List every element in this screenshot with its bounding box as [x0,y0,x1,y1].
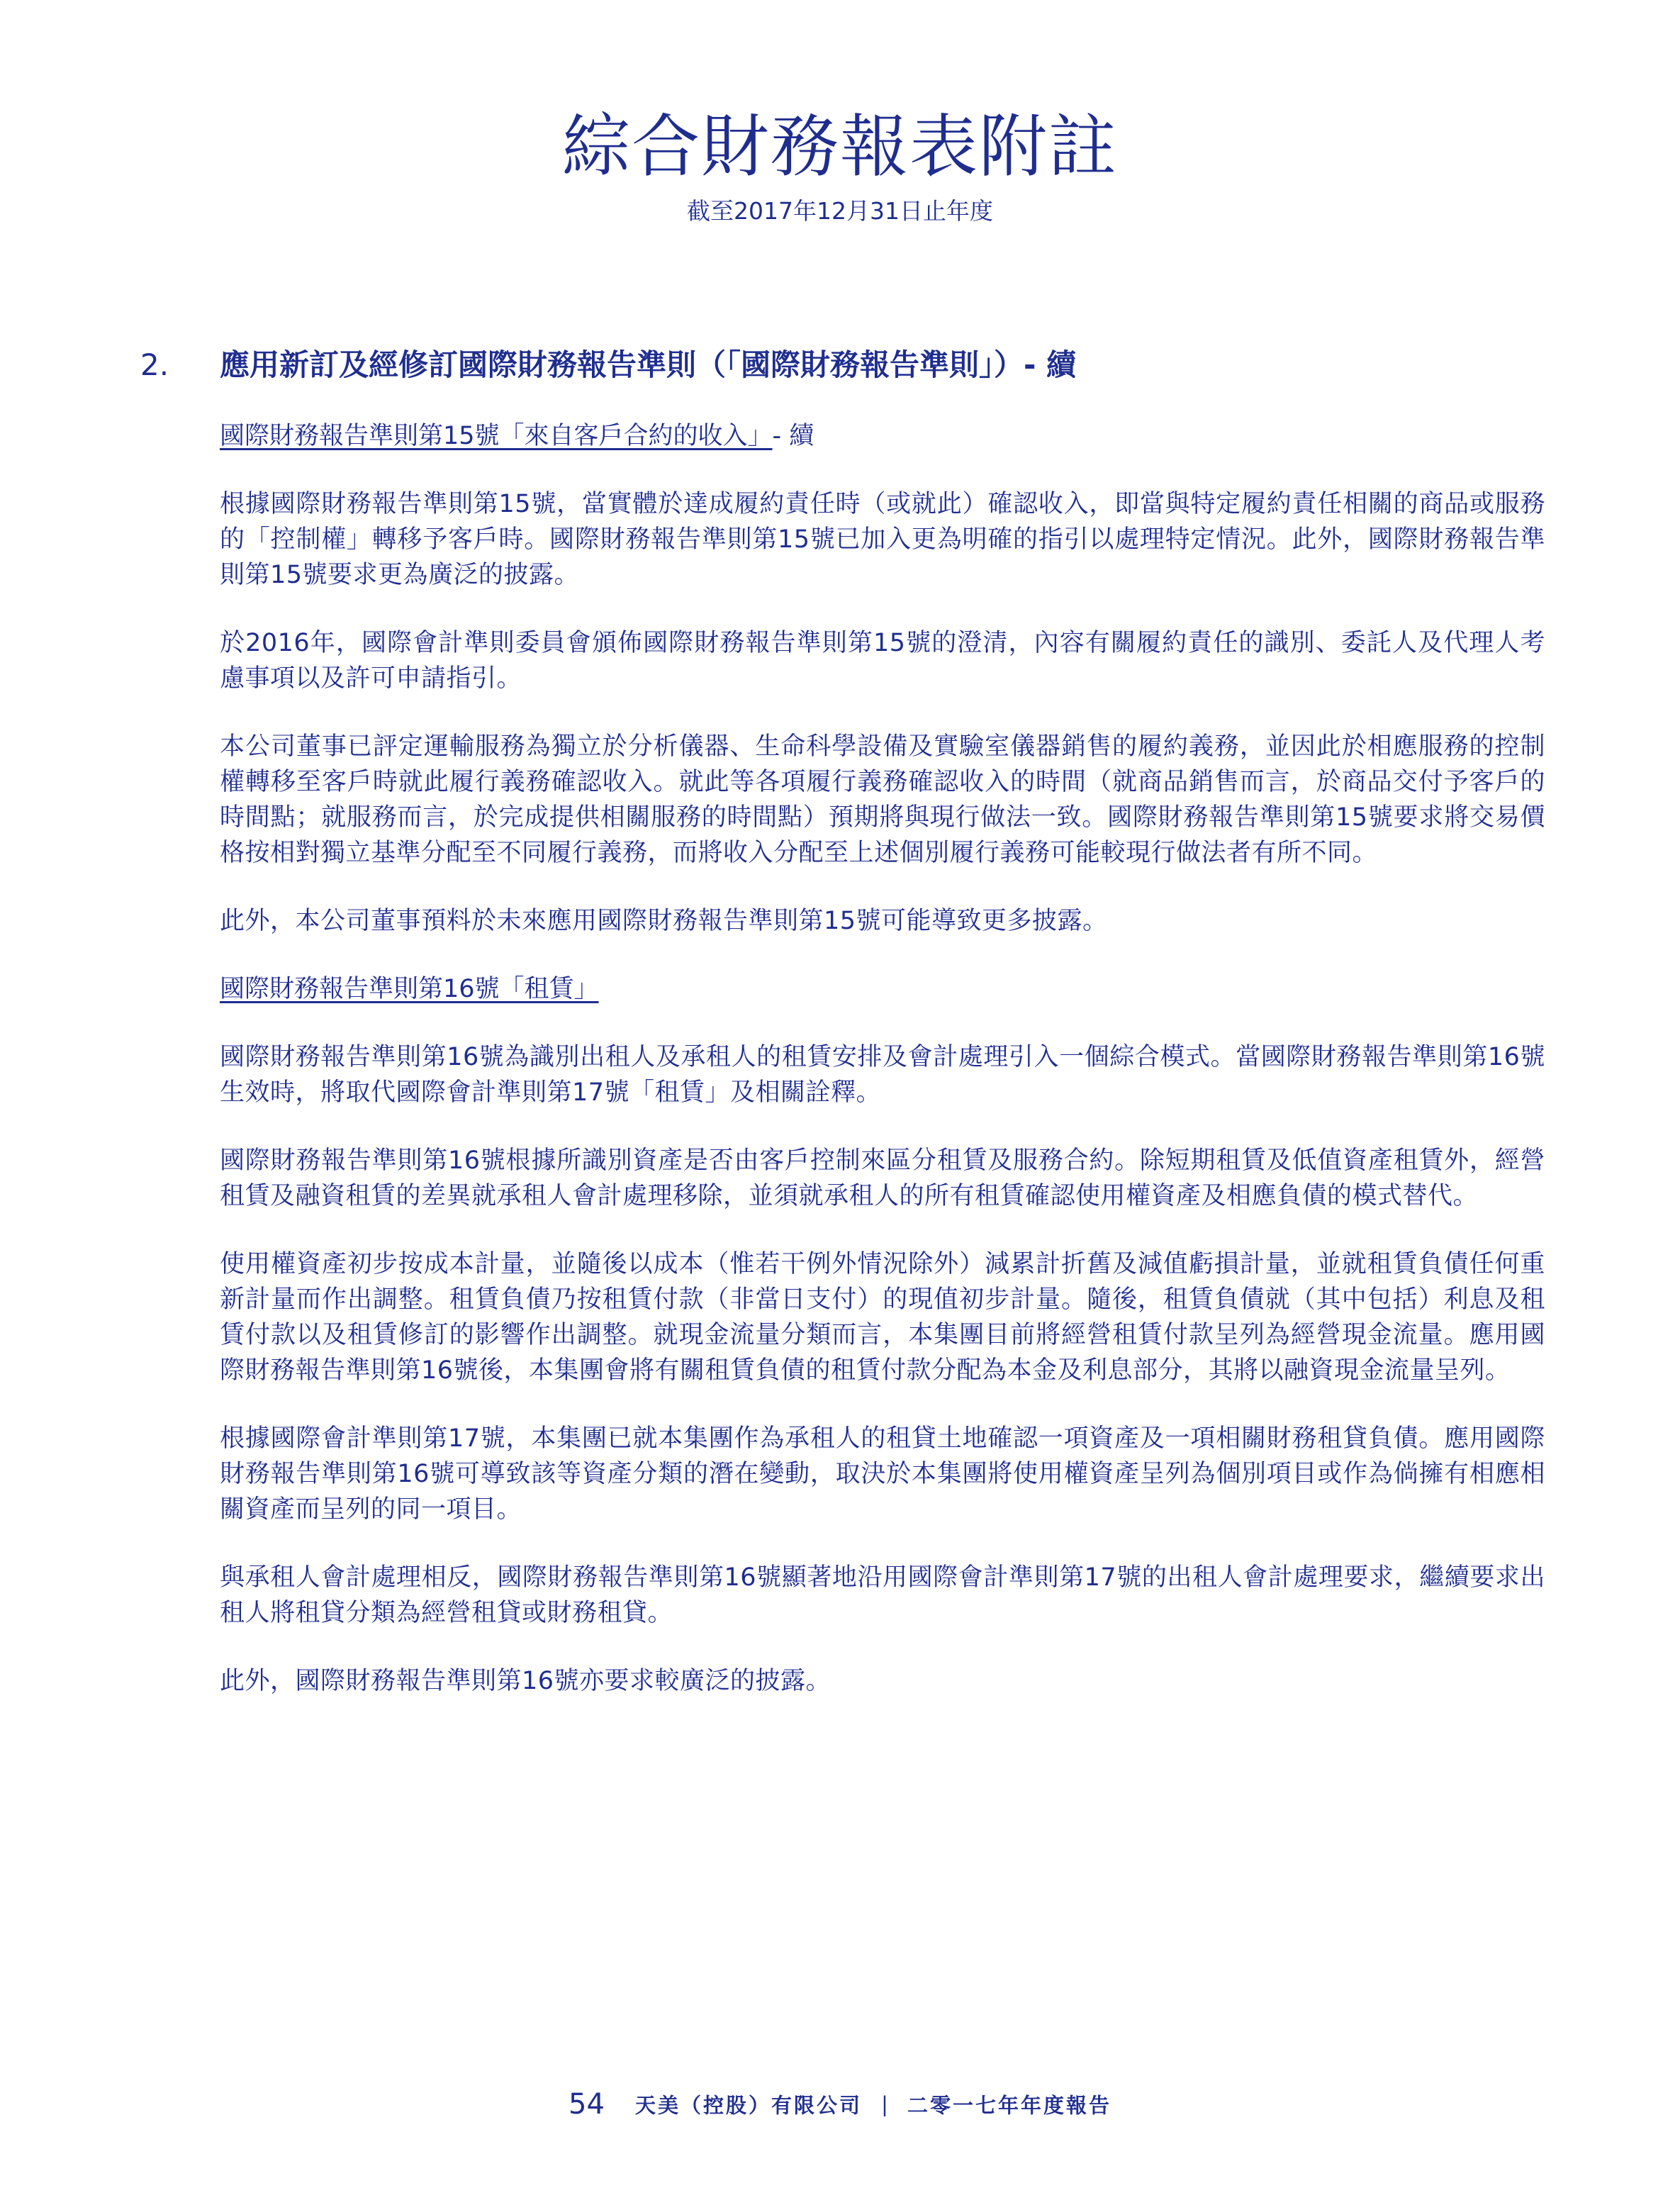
report-name: 二零一七年年度報告 [907,2093,1111,2118]
page-number: 54 [569,2088,605,2121]
ifrs16-subheading [220,971,1545,1007]
footer-separator: | [881,2092,888,2116]
page-subtitle: 截至2017年12月31日止年度 [687,197,993,225]
paragraph: 根據國際財務報告準則第15號，當實體於達成履約責任時（或就此）確認收入，即當與特定履約責任相關的商品或服務的「控制權」轉移予客戶時。國際財務報告準則第15號已加入更為明確的指引以處理特定情況。此外，國際財務報告準則第15號要求更為廣泛的披露。 [220,490,1545,589]
paragraph: 使用權資產初步按成本計量，並隨後以成本（惟若干例外情況除外）減累計折舊及減值虧損計量，並就租賃負債任何重新計量而作出調整。租賃負債乃按租賃付款（非當日支付）的現值初步計量。隨後，租賃負債就（其中包括）利息及租賃付款以及租賃修訂的影響作出調整。就現金流量分類而言，本集團目前將經營租賃付款呈列為經營現金流量。應用國際財務報告準則第16號後，本集團會將有關租賃負債的租賃付款分配為本金及利息部分，其將以融資現金流量呈列。 [220,1250,1545,1385]
section-number: 2. [140,347,169,382]
paragraph: 此外，國際財務報告準則第16號亦要求較廣泛的披露。 [220,1667,831,1695]
body-content [220,418,1545,1731]
ifrs15-subheading-suffix: - 續 [772,422,814,450]
paragraph: 此外，本公司董事預料於未來應用國際財務報告準則第15號可能導致更多披露。 [220,907,1108,935]
paragraph: 於2016年，國際會計準則委員會頒佈國際財務報告準則第15號的澄清，內容有關履約責任的識別、委託人及代理人考慮事項以及許可申請指引。 [220,629,1545,693]
paragraph: 國際財務報告準則第16號為識別出租人及承租人的租賃安排及會計處理引入一個綜合模式。當國際財務報告準則第16號生效時，將取代國際會計準則第17號「租賃」及相關詮釋。 [220,1043,1545,1107]
section-title: 應用新訂及經修訂國際財務報告準則（「國際財務報告準則」）- 續 [220,347,1077,382]
section-heading [140,347,1076,383]
page-title: 綜合財務報表附註 [562,107,1118,186]
paragraph: 本公司董事已評定運輸服務為獨立於分析儀器、生命科學設備及實驗室儀器銷售的履約義務，並因此於相應服務的控制權轉移至客戶時就此履行義務確認收入。就此等各項履行義務確認收入的時間（就商品銷售而言，於商品交付予客戶的時間點；就服務而言，於完成提供相關服務的時間點）預期將與現行做法一致。國際財務報告準則第15號要求將交易價格按相對獨立基準分配至不同履行義務，而將收入分配至上述個別履行義務可能較現行做法者有所不同。 [220,732,1545,867]
ifrs16-subheading-title: 國際財務報告準則第16號「租賃」 [220,975,599,1003]
company-name: 天美（控股）有限公司 [635,2093,863,2118]
paragraph: 與承租人會計處理相反，國際財務報告準則第16號顯著地沿用國際會計準則第17號的出租人會計處理要求，繼續要求出租人將租貸分類為經營租貸或財務租貸。 [220,1563,1545,1627]
page-footer [0,2088,1680,2121]
ifrs15-subheading [220,418,1545,454]
paragraph: 國際財務報告準則第16號根據所識別資產是否由客戶控制來區分租賃及服務合約。除短期租賃及低值資產租賃外，經營租賃及融資租賃的差異就承租人會計處理移除，並須就承租人的所有租賃確認使用權資產及相應負債的模式替代。 [220,1146,1545,1210]
ifrs15-subheading-title: 國際財務報告準則第15號「來自客戶合約的收入」 [220,422,773,450]
paragraph: 根據國際會計準則第17號，本集團已就本集團作為承租人的租貸土地確認一項資產及一項相關財務租貸負債。應用國際財務報告準則第16號可導致該等資產分類的潛在變動，取決於本集團將使用權資產呈列為個別項目或作為倘擁有相應相關資產而呈列的同一項目。 [220,1424,1545,1524]
